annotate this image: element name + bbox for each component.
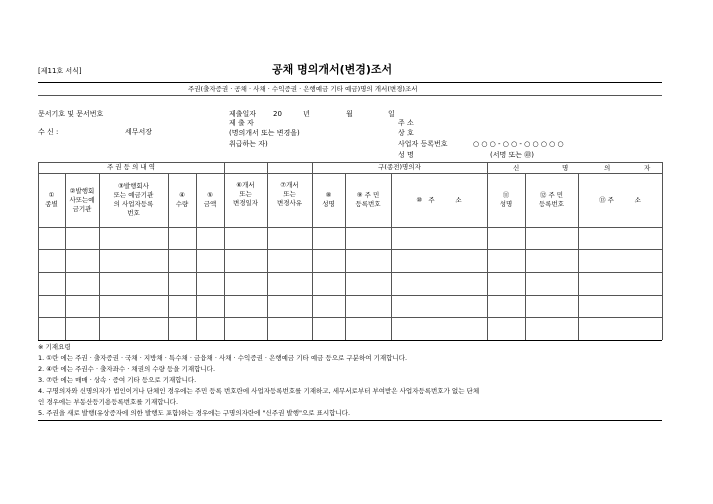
month-unit: 월 [346,110,353,118]
col-header-change-reason: ⑦개서 또는 변경사유 [276,181,303,207]
subtitle-divider [38,95,662,96]
address-label: 주 소 [398,119,414,127]
note-item-4-cont: 인 경우에는 부동산등기용등록번호를 기재합니다. [38,398,179,406]
col-header-issuer: ②발행회 사또는예 금기관 [69,186,95,213]
table-row-line [38,317,662,318]
col-header-amount: ⑤ 금액 [203,191,217,208]
group-stock-details: 주 권 등 의 내 역 [106,163,155,171]
form-number-label: [제11호 서식] [38,67,82,75]
group-new-holder-char-1: 신 [513,164,520,172]
doc-number-label: 문서기호 및 문서번호 [38,110,104,118]
table-row-line [38,249,662,250]
table-bottom-border [38,340,662,341]
col-header-new-name: ⑪ 성명 [499,191,513,208]
note-item-5: 5. 주권을 새로 발행(유상증자에 의한 발행도 포함)하는 경우에는 구명의자란에 "신주권 발행"으로 표시합니다. [38,409,351,417]
col-header-type: ① 종별 [45,191,58,208]
change-handler-line-2: 취급하는 자) [229,140,268,148]
table-row-line [38,272,662,273]
recipient-prefix: 수 신 : [38,128,59,136]
group-new-holder-char-4: 자 [644,164,651,172]
name-label: 성 명 [398,151,414,159]
form-subtitle: 주권(출자증권 · 공채 · 사채 · 수익증권 · 은행예금 기타 예금)명의 개서(변경)조서 [188,85,418,93]
notes-heading: ※ 기재요령 [38,343,71,351]
col-header-change-date: ⑥개서 또는 변경일자 [232,181,259,207]
col-header-quantity: ④ 수량 [175,191,189,208]
note-item-4: 4. 구명의자와 신명의자가 법인이거나 단체인 경우에는 주민 등록 번호란에 사업자등록번호를 기재하고, 세무서로부터 부여받은 사업자등록번호가 없는 단체 [38,387,480,395]
group-new-holder-char-3: 의 [604,164,611,172]
signature-label: (서명 또는 ㊞) [490,151,534,159]
note-item-1: 1. ①란 에는 주권 · 출자증권 · 국채 · 지방채 · 특수채 · 금융채 · 사채 · 수익증권 · 은행예금 기타 예금 등으로 구분하여 기재합니다. [38,354,408,362]
column-header-divider [38,227,662,228]
table-row-line [38,295,662,296]
submit-year: 20 [273,110,282,118]
submitter-label: 제 출 자 [229,119,254,127]
col-header-new-address: ⑬ 주 소 [599,195,641,204]
group-old-holder: 구(종전)명의자 [378,163,421,171]
col-header-old-resident-no: ⑨ 주 민 등록번호 [355,191,381,208]
form-top-border [38,82,662,83]
col-header-issuer-reg-no: ③발행회사 또는 예금기관 의 사업자등록 번호 [113,182,154,217]
col-divider [662,162,663,340]
col-header-old-address: ⑩ 주 소 [416,195,462,204]
biz-reg-no-label: 사업자 등록번호 [398,140,448,148]
year-unit: 년 [303,110,310,118]
group-new-holder-char-2: 명 [562,164,569,172]
note-item-2: 2. ④란 에는 주권수 · 출자좌수 · 채권의 수량 등을 기재합니다. [38,365,216,373]
page-title: 공채 명의개서(변경)조서 [272,63,393,76]
change-handler-line-1: (명의개서 또는 변경을) [229,129,300,137]
submit-date-label: 제출일자 [229,110,257,118]
note-item-3: 3. ⑦란 에는 매매 · 상속 · 증여 기타 등으로 기재합니다. [38,376,197,384]
biz-reg-no-format: ○ ○ ○ - ○ ○ - ○ ○ ○ ○ ○ [473,140,564,148]
form-bottom-border [38,420,662,421]
col-header-old-name: ⑧ 성명 [322,191,335,208]
business-name-label: 상 호 [398,129,414,137]
col-header-new-resident-no: ⑫ 주 민 등록번호 [538,191,565,208]
day-unit: 일 [388,110,395,118]
recipient-name: 세무서장 [125,128,153,136]
